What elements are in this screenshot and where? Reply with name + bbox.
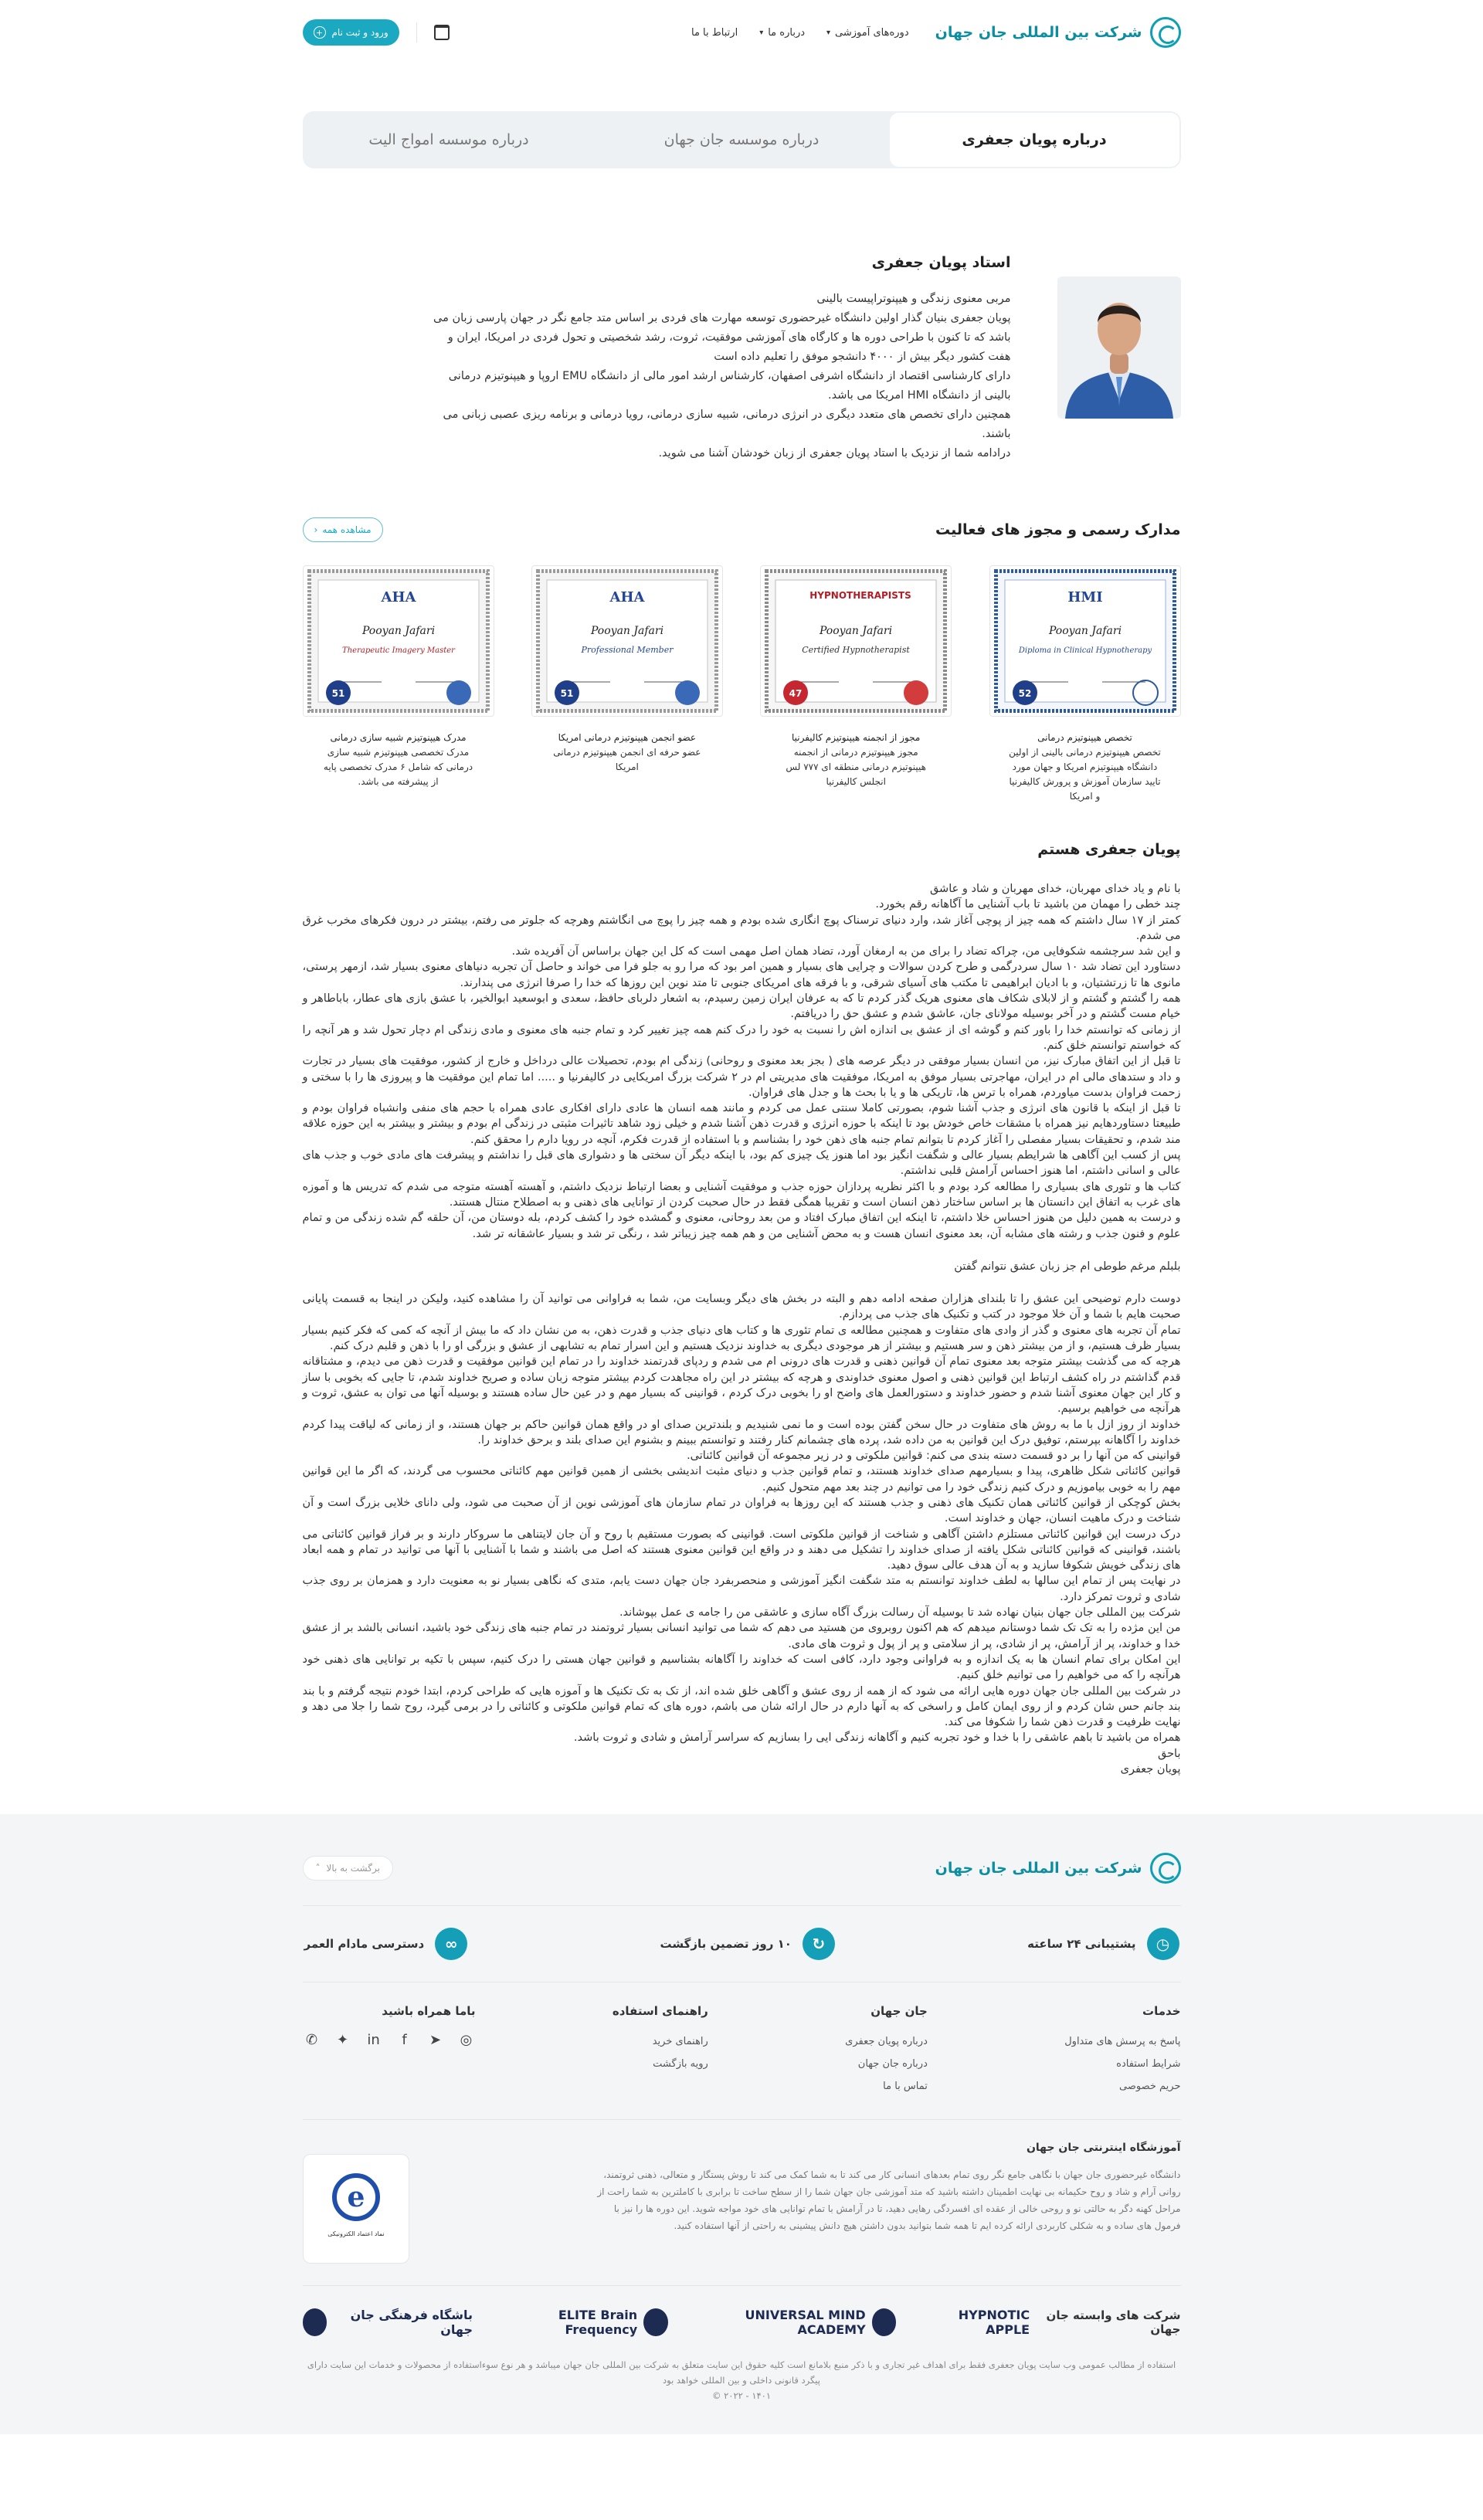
story-paragraph: پویان جعفری bbox=[1120, 1763, 1181, 1776]
story-paragraph: در نهایت پس از تمام این سالها به لطف خداوند توانستم به متد شگفت انگیز آموزشی و منحصربفرد جان جهان دست یابم، متدی که نگاهی بسیار نو به معنویت دارد و همزمان بر روی جذب شادی و ثروت تمرکز دارد. bbox=[302, 1575, 1181, 1603]
partner-logo-icon bbox=[303, 2308, 327, 2336]
footer-brand-link[interactable] bbox=[935, 1853, 1181, 1884]
certificate-card[interactable] bbox=[531, 565, 723, 804]
certificate-caption bbox=[760, 731, 952, 789]
svg-text:e: e bbox=[347, 2181, 365, 2214]
story-paragraph: باحق bbox=[1157, 1747, 1181, 1760]
cert-degree: Diploma in Clinical Hypnotherapy bbox=[1018, 646, 1152, 655]
story-paragraph: از زمانی که توانستم خدا را باور کنم و گوشه ای از عشق بی اندازه اش را نسبت به خود را درک کنم همه چیز تغییر کرد و تمام جنبه های معنوی و مادی زندگی ام دچار تحول شد و هر آنچه را که خواستم توانستم خلق کنم. bbox=[302, 1023, 1181, 1052]
story-paragraph: و این شد سرچشمه شکوفایی من، چراکه تضاد را برای من به ارمغان آورد، تضاد همان اصل مهمی است که کل این جهان براساس آن آفریده شد. bbox=[511, 945, 1181, 958]
instagram-icon[interactable]: ◎ bbox=[460, 2031, 473, 2048]
brand-logo-link[interactable] bbox=[935, 17, 1181, 48]
refresh-icon: ↻ bbox=[803, 1928, 835, 1960]
tab-about-jan-jahan[interactable]: درباره موسسه جان جهان bbox=[663, 131, 820, 148]
footer-link[interactable]: رویه بازگشت bbox=[653, 2058, 708, 2071]
nav-label: دوره‌های آموزشی bbox=[835, 26, 909, 39]
footer-partners bbox=[303, 2308, 1181, 2337]
partner-logo-icon bbox=[643, 2308, 668, 2336]
certificate-caption bbox=[303, 731, 494, 789]
feature-lifetime bbox=[304, 1928, 468, 1960]
cart-icon[interactable] bbox=[434, 25, 450, 40]
bio-line: مربی معنوی زندگی و هیپنوتراپیست بالینی bbox=[816, 293, 1011, 305]
certificate-caption-text: تخصص هیپنوتیزم درمانی بالینی از اولین دانشگاه هیپنوتیزم امریکا و جهان مورد تایید سازمان آموزش و پرورش کالیفرنیا و امریکا bbox=[1009, 747, 1161, 802]
story-paragraph: من این مژده را به تک تک شما دوستانم میدهم که هم اکنون روبروی من هستید می دهم که شما می توانید انسانی بسیار ثروتمند در تمام جنبه های زندگی خود باشید، انسانی بالشد بر از عشق خدا و خداوند، پر از آرامش، پر از شادی، پر از سلامتی و پر از پول و ثروت های مادی. bbox=[302, 1622, 1181, 1650]
cert-degree: Certified Hypnotherapist bbox=[802, 645, 910, 655]
certificate-image bbox=[760, 565, 952, 717]
site-header bbox=[303, 0, 1181, 65]
login-label: ورود و ثبت نام bbox=[331, 27, 389, 38]
site-footer bbox=[0, 1814, 1483, 2434]
certificate-card[interactable] bbox=[760, 565, 952, 804]
footer-links bbox=[303, 2004, 1181, 2098]
cert-seal: 52 bbox=[1018, 688, 1031, 699]
brand-logo-icon bbox=[1150, 17, 1181, 48]
partner-social-club[interactable] bbox=[303, 2308, 473, 2337]
twitter-icon[interactable]: ✦ bbox=[336, 2031, 349, 2048]
footer-column-title: راهنمای استفاده bbox=[612, 2004, 708, 2019]
tab-about-pooyan[interactable]: درباره پویان جعفری bbox=[888, 111, 1181, 168]
nav-item-about[interactable] bbox=[759, 27, 805, 39]
footer-link[interactable]: شرایط استفاده bbox=[1116, 2058, 1181, 2071]
enamad-badge[interactable] bbox=[303, 2154, 409, 2264]
certificate-image bbox=[303, 565, 494, 717]
footer-about-text: دانشگاه غیرحضوری جان جهان با نگاهی جامع نگر روی تمام بعدهای انسانی کار می کند تا به شما کمک می کند تا روش پستگار و متعالی، ذهنی ثروتمند، روانی آرام و شاد و روح حکیمانه بی نهایت اطمینان داشته باشید که متد آموزشی جان جهان شما را از سطح ساخت تا برابری با کاملترین به شما راحت از مراحل کهنه دگر به حالتی نو و روحی خالی از عقده ای افسردگی رهایی دهید، تا در آرامش با تمام توانایی های خود مواجه شوید. این دوره ها را نیز با فرمول های ساده و به شکلی کاربردی ارائه کرده ایم تا همه شما بتوانید بدون داشتن هیچ دانش پیشینی به راحتی از آنها استفاده کنید. bbox=[597, 2169, 1181, 2232]
bio-line: همچنین دارای تخصص های متعدد دیگری در انرژی درمانی، شبیه سازی درمانی، رویا درمانی و برنامه ریزی عصبی زبانی می باشند. bbox=[443, 409, 1011, 440]
certificate-card[interactable] bbox=[989, 565, 1181, 804]
enamad-title: نماد اعتماد الکترونیکی bbox=[327, 2230, 385, 2238]
brand-logo-icon bbox=[1150, 1853, 1181, 1884]
certificates-title: مدارک رسمی و مجوز های فعالیت bbox=[935, 521, 1181, 538]
certificate-image bbox=[989, 565, 1181, 717]
certificates-header bbox=[303, 517, 1181, 542]
bio-text bbox=[424, 253, 1011, 463]
bio-line: درادامه شما از نزدیک با استاد پویان جعفری از زبان خودشان آشنا می شوید. bbox=[658, 447, 1011, 460]
cert-name: Pooyan Jafari bbox=[820, 625, 893, 637]
story-paragraph: دستاورد این تضاد شد ۱۰ سال سردرگمی و طرح کردن سوالات و چرایی های بسیار و همین امر بود که مرا رو به جلو فرا می خواند و حاصل آن تجربه دنیاهای معنوی بسیار شد، ازمهر پرستی، مانوی ها تا زرتشتیان، و با ادیان ابراهیمی تا مکتب های آسیای شرقی، و با فرقه های امریکای جنوبی تا متد نوین این روزها که خدا را صرفا انرژی می پندارند. bbox=[302, 961, 1181, 989]
story-paragraph: با نام و یاد خدای مهربان، خدای مهربان و شاد و عاشق bbox=[929, 883, 1181, 895]
paragraph-gap bbox=[303, 1242, 1181, 1259]
feature-support bbox=[1027, 1928, 1179, 1960]
bio-line: پویان جعفری بنیان گذار اولین دانشگاه غیرحضوری توسعه مهارت های فردی بر اساس متد جامع نگر در جهان پارسی زبان می باشد که تا کنون با طراحی دوره ها و کارگاه های آموزشی موفقیت، ثروت، رشد شخصیتی و تحول فردی در امریکا، ایران و هفت کشور دیگر بیش از ۴۰۰۰ دانشجو موفق را تعلیم داده است bbox=[433, 312, 1011, 363]
story-paragraph: قوانین کائناتی شکل ظاهری، پیدا و بسیارمهم صدای خداوند هستند، و تمام قوانین جذب و دنیای مثبت اندیشی بخشی از همین قوانین مهم کائناتی محسوب می گردند، که اگر ما این قوانین مهم را به خوبی بیاموزیم و درک کنیم زندگی خود را می توانیم در چند بعد مهم متحول کنیم. bbox=[302, 1465, 1181, 1494]
footer-column-guide bbox=[613, 2004, 708, 2098]
partner-elite[interactable] bbox=[501, 2308, 668, 2337]
about-tabs bbox=[303, 111, 1181, 168]
plus-icon: + bbox=[314, 26, 326, 39]
certificate-card[interactable] bbox=[303, 565, 494, 804]
cert-seal: 51 bbox=[560, 688, 574, 699]
footer-link[interactable]: حریم خصوصی bbox=[1118, 2081, 1181, 2093]
footer-column-title: خدمات bbox=[1142, 2004, 1181, 2019]
footer-column-title: باما همراه باشید bbox=[382, 2004, 476, 2019]
bio-line: دارای کارشناسی اقتصاد از دانشگاه اشرفی اصفهان، کارشناس ارشد امور مالی از دانشگاه EMU اروپا و هیپنوتیزم درمانی بالینی از دانشگاه HMI امریکا می باشد. bbox=[448, 370, 1011, 402]
cert-degree: Professional Member bbox=[581, 645, 674, 655]
certificate-caption-text: عضو حرفه ای انجمن هیپنوتیزم درمانی امریکا bbox=[553, 747, 701, 772]
footer-divider bbox=[303, 2285, 1181, 2286]
story-paragraph: در شرکت بین المللی جان جهان دوره هایی ارائه می شود که از همه از روی عشق و آگاهی خلق شده اند، از تک به تک تکنیک ها و آموزه هایی که طراحی کردم، ابتدا خودم نتیجه گرفتم و با بند بند جانم حس شان کردم و از روی ایمان کامل و راسخی که به آنها دارم در حال ارائه شان می باشم، دوره های که تمام قوانین ملکوتی و کائناتی را در برمی گیرد، روح شما را جلا می دهد و نهایت ظرفیت و قدرت ذهن شما را شکوفا می کند. bbox=[302, 1684, 1181, 1729]
certificate-caption-title: عضو انجمن هیپنوتیزم درمانی امریکا bbox=[558, 732, 697, 743]
story-paragraph: بخش کوچکی از قوانین کائناتی همان تکنیک های ذهنی و جذب هستند که این روزها به فراوان در تمام سازمان های آموزشی نوین از آن صحبت می شود، ولی دانای خلایی بزرگ است و آن شناخت و درک ماهیت انسان، جهان و خداوند است. bbox=[302, 1496, 1181, 1525]
chevron-left-icon: ‹ bbox=[314, 524, 318, 535]
story-text bbox=[303, 881, 1181, 1777]
view-all-label: مشاهده همه bbox=[322, 524, 372, 535]
copyright-text: استفاده از مطالب عمومی وب سایت پویان جعفری فقط برای اهداف غیر تجاری و با ذکر منبع بلامانع است کلیه حقوق این سایت متعلق به شرکت بین المللی جان جهان میباشد و هر نوع سوءاستفاده از محصولات و خدمات این سایت دارای پیگرد قانونی داخلی و بین المللی خواهد بود bbox=[307, 2359, 1176, 2386]
certificate-caption-title: مدرک هیپنوتیزم شبیه سازی درمانی bbox=[330, 732, 467, 743]
copyright-year: ۱۴۰۱ - ۲۰۲۲ © bbox=[711, 2390, 772, 2402]
nav-item-contact[interactable] bbox=[691, 27, 738, 39]
cert-degree: Therapeutic Imagery Master bbox=[341, 646, 455, 655]
login-button[interactable] bbox=[303, 19, 399, 46]
certificate-caption bbox=[531, 731, 723, 775]
footer-about-title: آموزشگاه اینترنتی جان جهان bbox=[1026, 2142, 1181, 2155]
certificates-list bbox=[303, 565, 1181, 804]
social-links bbox=[303, 2030, 476, 2049]
nav-item-courses[interactable] bbox=[826, 27, 909, 39]
footer-brand-name: شرکت بین المللی جان جهان bbox=[935, 1860, 1142, 1877]
telegram-icon[interactable]: ➤ bbox=[429, 2031, 442, 2048]
feature-guarantee bbox=[660, 1928, 834, 1960]
partner-name: HYPNOTIC APPLE bbox=[958, 2308, 1030, 2338]
cert-org: AHA bbox=[609, 589, 645, 605]
nav-label: ارتباط با ما bbox=[691, 26, 738, 39]
story-paragraph: قوانینی که من آنها را بر دو قسمت دسته بندی می کنم: قوانین ملکوتی و در زیر مجموعه آن قوانین کائناتی. bbox=[687, 1450, 1181, 1463]
story-paragraph: دوست دارم توضیحی این عشق را تا بلندای هزاران صفحه ادامه دهم و البته در بخش های دیگر وبسایت من، شما به فراوانی می توانید آن را مشاهده کنید، ولیکن در اینجا به قسمت پایانی صحبت هایم با شما و آن خلا موجود در کتب و تکنیک های جذب می پردازم. bbox=[302, 1293, 1181, 1321]
footer-column-title: جان جهان bbox=[870, 2004, 928, 2019]
partner-name: باشگاه فرهنگی جان جهان bbox=[350, 2308, 473, 2338]
clock-icon: ◷ bbox=[1147, 1928, 1179, 1960]
story-paragraph: پس از کسب این آگاهی ها شرایطم بسیار عالی و شگفت انگیز بود اما هنوز یک چیزی کم بود، با اینکه دیگر آن سختی ها و دشواری های قبل را نداشتم و پیشرفت های مادی خوب و جذب های عالی و اسانی داشتم، اما هنوز احساس آرامش قلبی نداشتم. bbox=[302, 1149, 1181, 1178]
partner-name: ELITE Brain Frequency bbox=[558, 2308, 638, 2338]
story-paragraph: شرکت بین المللی جان جهان بنیان نهاده شد تا بوسیله آن رسالت بزرگ آگاه سازی و عاشقی من را جامه ی عمل بپوشاند. bbox=[619, 1606, 1181, 1620]
certificate-caption-text: مدرک تخصصی هیپنوتیزم شبیه سازی درمانی که شامل ۶ مدرک تخصصی پایه از پیشرفته می باشد. bbox=[323, 747, 473, 787]
footer-column-jan-jahan bbox=[845, 2004, 928, 2098]
partner-name: UNIVERSAL MIND ACADEMY bbox=[745, 2308, 866, 2338]
partner-hypnotic-apple[interactable] bbox=[924, 2308, 1030, 2337]
feature-label: پشتیبانی ۲۴ ساعته bbox=[1027, 1937, 1136, 1952]
footer-link[interactable]: درباره پویان جعفری bbox=[845, 2036, 928, 2048]
story-paragraph: کمتر از ۱۷ سال داشتم که همه چیز از پوچی آغاز شد، وارد دنیای ترسناک پوچ انگاری شده بودم و همه چیز را پوچ می انگاشتم وهرچه که جلوتر می رفتم، بیشتر در درون فکرهای مخرب غرق می شدم. bbox=[302, 914, 1181, 942]
story-paragraph: کتاب ها و تئوری های بسیاری را مطالعه کرد بودم و با اکثر نظریه پردازان حوزه جذب و موفقیت آشنایی و بعضا ارتباط نزدیک داشتم، و آهسته آهسته متوجه می شدم که تدریس ها و آموزه های غرب به اتفاق این دانستان ها بر اساس ساختار ذهن انسان است و تقریبا همگی فقط در حال صحبت کردن از توانایی های ذهنی و به اصطلاح منتال هستند. bbox=[302, 1180, 1181, 1209]
footer-top bbox=[303, 1853, 1181, 1884]
tab-about-elite[interactable]: درباره موسسه امواج الیت bbox=[368, 131, 529, 148]
whatsapp-icon[interactable]: ✆ bbox=[305, 2031, 318, 2048]
partners-title: شرکت های وابسته جان جهان bbox=[1046, 2308, 1181, 2337]
cert-org: HYPNOTHERAPISTS bbox=[809, 590, 911, 601]
nav-label: درباره ما bbox=[768, 26, 806, 39]
story-paragraph: درک درست این قوانین کائناتی مستلزم داشتن آگاهی و شناخت از قوانین ملکوتی است. قوانینی که بصورت مستقیم با روح و آن جان لایتناهی ما سروکار دارند و بر فراز قوانین کائناتی می باشند، قوانینی که قوانین کائناتی شکل یافته از صدای خداوند را تشکیل می دهند و در واقع این قوانین معنوی هستند که اصل می باشند و شما با آشنایی با آنها می توانید در تمام و همه ابعاد های زندگی خویش شکوفا سازید و به آن هدف عالی سوق دهید. bbox=[302, 1528, 1181, 1572]
brand-name: شرکت بین المللی جان جهان bbox=[935, 24, 1142, 41]
chevron-down-icon: ▾ bbox=[826, 28, 831, 37]
story-paragraph: خداوند از روز ازل با ما به روش های متفاوت در حال سخن گفتن بوده است و ما نمی شنیدیم و بلندترین صدای او در واقع همان قوانین حاکم بر جهان هستند، و از زمانی که لیاقت پیدا کردم خداوند را آگاهانه بپرستم، توفیق درک این قوانین به من داده شد، پرده های چشمانم کنار رفتند و توانستم ببینم و بشنوم این صدای بلند و برحق خداوند را. bbox=[302, 1418, 1181, 1447]
partner-universal-mind[interactable] bbox=[696, 2308, 897, 2337]
story-paragraph: هرچه که می گذشت بیشتر متوجه بعد معنوی تمام آن قوانین ذهنی و قدرت های درونی ام می شدم و ردپای قدرتمند خداوند را در تمام این قوانین موفقیت و قدرت ذهن می دیدم، و مشتاقانه قدم گذاشتم در راه کشف ارتباط این قوانین ذهنی و اصول معنوی خداوندی و هرچه که بیشتر در این راه مجاهدت کردم بیشتر متوجه زبان ساده و صریح خداوند شدم، تا جایی که بخوبی با ساز و کار این جهان معنوی آشنا شدم و حضور خداوند و دستورالعمل های واضح او را بخوبی درک کردم ، قوانینی که بسیار مهم و در عین حال ساده هستند و بوسیله آنها می توان به عشق، ثروت و هرآنچه می خواهیم برسیم. bbox=[302, 1355, 1181, 1416]
paragraph-gap bbox=[303, 1274, 1181, 1291]
footer-link[interactable]: درباره جان جهان bbox=[857, 2058, 928, 2071]
story-paragraph: چند خطی را مهمان من باشید تا باب آشنایی ما آگاهانه رقم بخورد. bbox=[875, 898, 1181, 911]
story-paragraph: این امکان برای تمام انسان ها به یک اندازه و به فراوانی وجود دارد، کافی است که خداوند را آگاهانه بشناسیم و قوانین جهان هستی را درک کنیم، سپس با تکیه بر توانایی های ذهنی خود هرآنچه را که می خواهیم را می توانیم خلق کنیم. bbox=[302, 1653, 1181, 1682]
cert-org: HMI bbox=[1067, 589, 1103, 605]
cert-seal: 51 bbox=[331, 688, 344, 699]
header-divider bbox=[416, 22, 417, 42]
feature-label: دسترسی مادام العمر bbox=[304, 1937, 425, 1952]
partner-logo-icon bbox=[872, 2308, 897, 2336]
portrait-image bbox=[1057, 276, 1181, 419]
chevron-up-icon: ˄ bbox=[315, 1863, 321, 1874]
story-paragraph: همراه من باشید تا باهم عاشقی را با خدا و خود تجربه کنیم و آگاهانه زندگی ایی را بسازیم که سراسر آرامش و شادی و ثروت باشد. bbox=[573, 1731, 1181, 1745]
footer-features bbox=[303, 1928, 1181, 1960]
cert-name: Pooyan Jafari bbox=[590, 625, 663, 637]
footer-link[interactable]: پاسخ به پرسش های متداول bbox=[1064, 2036, 1181, 2048]
story-paragraph: و درست به همین دلیل من هنوز احساس خلا داشتم، تا اینکه این اتفاق مبارک افتاد و من بعد روحانی، معنوی و گمشده خود را کشف کردم، بله دوستان من، آن حلقه گم شده زندگی من و تمام علوم و فنون جذب و رشته های مشابه آن، بعد معنوی انسان هست و به محض آشنایی من و هم همه چیز زیباتر شد ، رنگی تر شد و بسیار عاشقانه تر شد. bbox=[302, 1212, 1181, 1240]
back-to-top-button[interactable] bbox=[303, 1856, 393, 1881]
cert-org: AHA bbox=[381, 589, 416, 605]
footer-column-services bbox=[1064, 2004, 1180, 2098]
main-nav bbox=[691, 27, 909, 39]
story-title: پویان جعفری هستم bbox=[1037, 841, 1181, 858]
certificate-caption bbox=[989, 731, 1181, 804]
footer-divider bbox=[303, 1905, 1181, 1906]
bio-title: استاد پویان جعفری bbox=[871, 254, 1011, 271]
chevron-down-icon: ▾ bbox=[759, 28, 764, 37]
linkedin-icon[interactable]: in bbox=[367, 2031, 380, 2048]
cert-name: Pooyan Jafari bbox=[1048, 625, 1122, 637]
certificate-image bbox=[531, 565, 723, 717]
story-paragraph: همه را گشتم و گشتم و از لابلای شکاف های معنوی هریک گذر کردم تا که به عرفان ایران زمین رسیدم، به اشعار دلربای حافظ، سعدی و ابوسعید ابوالخیر، با عشق بازی های عطار، باباطاهر و خیام مست گشتم و در آخر بوسیله مولانای جان، عاشق شدم و عشق حق را دریافتم. bbox=[302, 992, 1181, 1021]
story-paragraph: تا قبل از این اتفاق مبارک نیز، من انسان بسیار موفقی در دیگر عرصه های ( بجز بعد معنوی و روحانی) زندگی ام بودم، تحصیلات عالی درداخل و خارج از کشور، موفقیت های بسیار در تجارت و داد و ستدهای مالی ام در ایران، مهاجرتی بسیار موفق به امریکا، موفقیت های مدیریتی ام در ۲ شرکت بزرگ امریکایی در کالیفرنیا و ..... اما تمام این موفقیت ها و پیروزی ها را با سختی و زحمت فراوان بدست میاوردم، همراه با ترس ها، تاریکی ها و یا با بحث ها و جدل های فراوان. bbox=[302, 1055, 1181, 1099]
certificate-caption-title: تخصص هیپنوتیزم درمانی bbox=[1037, 732, 1132, 743]
story-paragraph: تا قبل از اینکه با قانون های انرژی و جذب آشنا شوم، بصورتی کاملا سنتی عمل می کردم و مانند همه انسان ها عادی دارای افکاری عادی همراه با حجم های منفی وانشباه فراوان بودم و طبیعتا دستاوردهایم نیز همراه با مشقات خاص خودش بود تا اینکه با حوزه انرژی و قدرت ذهن آشنا شدم و خیلی زود شاهد تاثیرات مثبتی در زندگی ام بودم و بیشتر و بیشتر به این حوزه علاقه مند شدم، و تحقیقات بسیار مفصلی را آغاز کردم تا بتوانم تمام جنبه های ذهن خود را بشناسم و با استفاده از قدرت فکرم، آنچه در رویا دارم را محقق کنم. bbox=[302, 1102, 1181, 1146]
story-paragraph: بلبلم مرغم طوطی ام جز زبان عشق نتوانم گفتن bbox=[954, 1260, 1181, 1273]
cert-name: Pooyan Jafari bbox=[361, 625, 435, 637]
partner-logos bbox=[303, 2308, 1030, 2337]
certificate-caption-title: مجوز از انجمنه هیپنوتیزم کالیفرنیا bbox=[792, 732, 921, 743]
footer-divider bbox=[303, 2119, 1181, 2120]
feature-label: ۱۰ روز تضمین بازگشت bbox=[660, 1937, 792, 1952]
infinity-icon: ∞ bbox=[435, 1928, 467, 1960]
facebook-icon[interactable]: f bbox=[402, 2031, 407, 2048]
footer-social bbox=[303, 2004, 476, 2098]
back-to-top-label: برگشت به بالا bbox=[326, 1863, 380, 1874]
footer-about bbox=[303, 2142, 1181, 2264]
view-all-certificates-button[interactable] bbox=[303, 517, 383, 542]
cert-seal: 47 bbox=[789, 688, 803, 699]
story-paragraph: تمام آن تجربه های معنوی و گذر از وادی های متفاوت و همچنین مطالعه ی تمام تئوری ها و کتاب های دنیای جذب و قدرت ذهن، به من نشان داد که ما بیش از آنچه که کمی که فکر کنیم بسیار بسیار ظرف هستیم، و از من بیشتر ذهن و سر هستیم و بیشتر از هر موجودی دیگری به خداوند نزدیک هستیم و این اسرار تمام به تشابهی از عشق و بزرگی او را با ذهن و قلبم درک کنم. bbox=[302, 1324, 1181, 1353]
footer-link[interactable]: تماس با ما bbox=[883, 2081, 928, 2093]
certificate-caption-text: مجوز هیپنوتیزم درمانی از انجمنه هیپنوتیزم درمانی منطقه ای ۷۷۷ لس انجلس کالیفرنیا bbox=[786, 747, 926, 787]
footer-link[interactable]: راهنمای خرید bbox=[652, 2036, 708, 2048]
copyright bbox=[303, 2357, 1181, 2403]
bio-section bbox=[303, 253, 1181, 463]
